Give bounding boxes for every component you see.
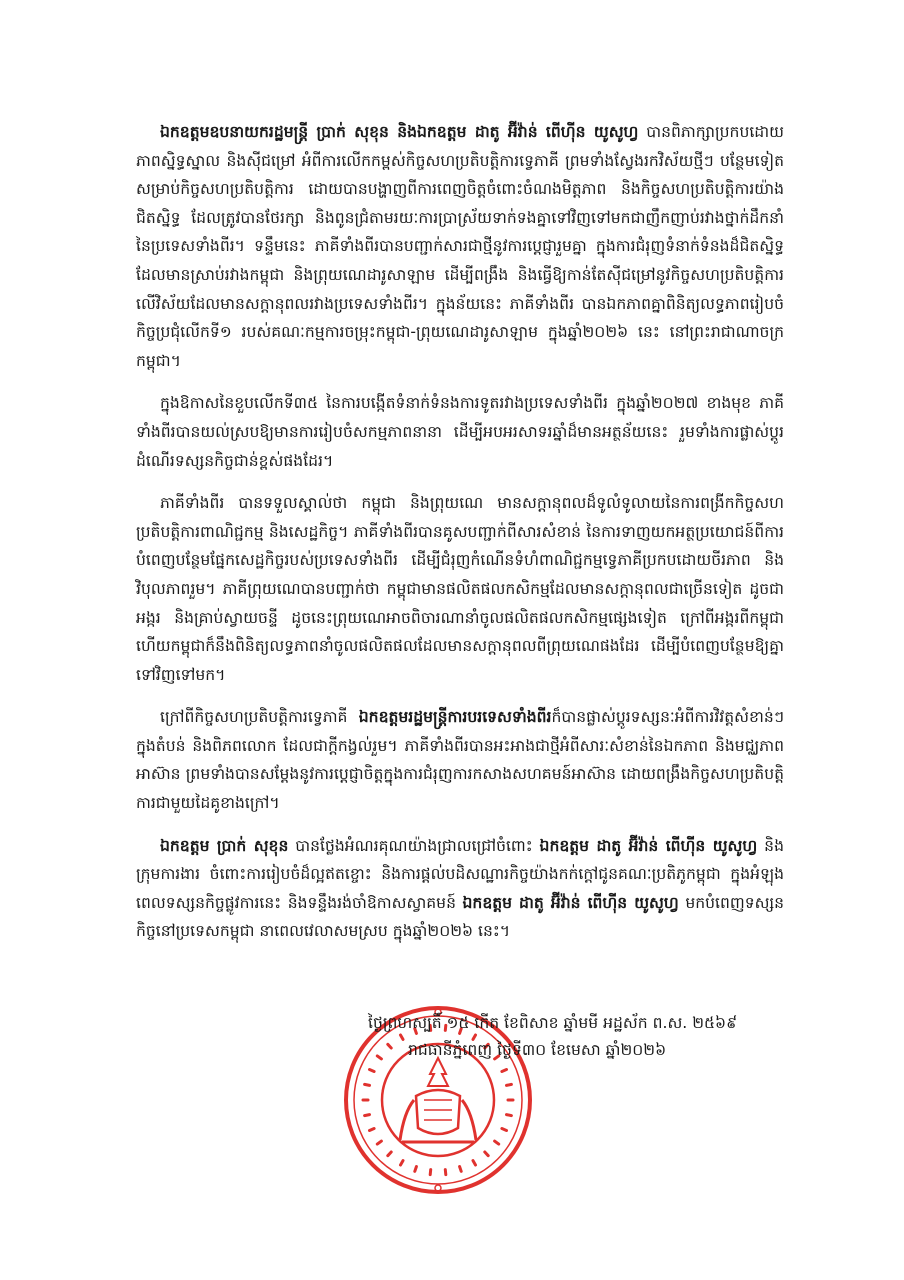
paragraph-segment: ឯកឧត្តមឧបនាយករដ្ឋមន្ត្រី ប្រាក់ សុខុន និងឯកឧត្តម ដាតូ អ៊ីវ៉ាន់ ពើហ៊ីន យូសូហ្វ bbox=[160, 123, 639, 141]
date-block bbox=[368, 1010, 788, 1064]
paragraph-segment: បានថ្លែងអំណរគុណយ៉ាងជ្រាលជ្រៅចំពោះ bbox=[288, 836, 540, 855]
paragraph-segment: និងក្រុមការងារ ចំពោះការរៀបចំដ៏ល្អឥតខ្ចោះ និងការផ្តល់បដិសណ្ឋារកិច្ចយ៉ាងកក់ក្តៅជូនគណៈប្រតិភូកម្ពុជា ក្នុងអំឡុងពេលទស្សនកិច្ចផ្លូវការនេះ និងទន្ទឹងរង់ចាំឱកាសស្វាគមន៍ bbox=[136, 836, 784, 912]
paragraph-2 bbox=[136, 389, 784, 475]
paragraph-segment: មកបំពេញទស្សនកិច្ចនៅប្រទេសកម្ពុជា នាពេលវេលាសមស្រប ក្នុងឆ្នាំ២០២៦ នេះ។ bbox=[136, 893, 784, 941]
paragraph-segment: ឯកឧត្តម ប្រាក់ សុខុន bbox=[160, 836, 289, 855]
paragraph-segment: ឯកឧត្តម ដាតូ អ៊ីវ៉ាន់ ពើហ៊ីន យូសូហ្វ bbox=[462, 893, 679, 912]
paragraph-4 bbox=[136, 703, 784, 817]
paragraph-segment: ក្នុងឱកាសនៃខួបលើកទី៣៥ នៃការបង្កើតទំនាក់ទំនងការទូតរវាងប្រទេសទាំងពីរ ក្នុងឆ្នាំ២០២៧ ខាងមុខ ភាគីទាំងពីរបានយល់ស្របឱ្យមានការរៀបចំសកម្មភាពនានា ដើម្បីអបអរសាទរឆ្នាំដ៏មានអត្ថន័យនេះ រួមទាំងការផ្លាស់ប្តូរដំណើរទស្សនកិច្ចជាន់ខ្ពស់ផងដែរ។ bbox=[136, 394, 784, 470]
paragraph-segment: ឯកឧត្តម ដាតូ អ៊ីវ៉ាន់ ពើហ៊ីន យូសូហ្វ bbox=[539, 836, 758, 855]
paragraph-segment: បានពិភាក្សាប្រកបដោយភាពស្និទ្ធស្នាល និងស៊ីជម្រៅ អំពីការលើកកម្ពស់កិច្ចសហប្រតិបត្តិការទ្វេភាគី ព្រមទាំងស្វែងរកវិស័យថ្មីៗ បន្ថែមទៀតសម្រាប់កិច្ចសហប្រតិបត្តិការ ដោយបានបង្ហាញពីការពេញចិត្តចំពោះចំណងមិត្តភាព និងកិច្ចសហប្រតិបត្តិការយ៉ាងជិតស្និទ្ធ ដែលត្រូវបានថែរក្សា និងពូនជ្រំតាមរយៈការប្រាស្រ័យទាក់ទងគ្នាទៅវិញទៅមកជាញឹកញាប់រវាងថ្នាក់ដឹកនាំនៃប្រទេសទាំងពីរ។ ទន្ទឹមនេះ ភាគីទាំងពីរបានបញ្ជាក់សារជាថ្មីនូវការប្តេជ្ញារួមគ្នា ក្នុងការជំរុញទំនាក់ទំនងដ៏ជិតស្និទ្ធដែលមានស្រាប់រវាងកម្ពុជា និងព្រុយណេដារូសាឡាម ដើម្បីពង្រឹង និងធ្វើឱ្យកាន់តែស៊ីជម្រៅនូវកិច្ចសហប្រតិបត្តិការ លើវិស័យដែលមានសក្តានុពលរវាងប្រទេសទាំងពីរ។ ក្នុងន័យនេះ ភាគីទាំងពីរ បានឯកភាពគ្នាពិនិត្យលទ្ធភាពរៀបចំកិច្ចប្រជុំលើកទី១ របស់គណៈកម្មការចម្រុះកម្ពុជា-ព្រុយណេដារូសាឡាម ក្នុងឆ្នាំ២០២៦ នេះ នៅព្រះរាជាណាចក្រកម្ពុជា។ bbox=[136, 123, 784, 370]
paragraph-segment: ក៏បានផ្លាស់ប្តូរទស្សនៈអំពីការវិវត្តសំខាន់ៗ ក្នុងតំបន់ និងពិភពលោក ដែលជាក្តីកង្វល់រួម។ ភាគីទាំងពីរបានអះអាងជាថ្មីអំពីសារៈសំខាន់នៃឯកភាព និងមជ្ឈភាពអាស៊ាន ព្រមទាំងបានសម្តែងនូវការប្តេជ្ញាចិត្តក្នុងការជំរុញការកសាងសហគមន៍អាស៊ាន ដោយពង្រឹងកិច្ចសហប្រតិបត្តិការជាមួយដៃគូខាងក្រៅ។ bbox=[136, 708, 784, 813]
paragraph-3 bbox=[136, 489, 784, 689]
paragraph-segment: ភាគីទាំងពីរ បានទទួលស្គាល់ថា កម្ពុជា និងព្រុយណេ មានសក្តានុពលដ៏ទូលំទូលាយនៃការពង្រីកកិច្ចសហប្រតិបត្តិការពាណិជ្ជកម្ម និងសេដ្ឋកិច្ច។ ភាគីទាំងពីរបានគូសបញ្ជាក់ពីសារសំខាន់ នៃការទាញយកអត្ថប្រយោជន៍ពីការបំពេញបន្ថែមផ្នែកសេដ្ឋកិច្ចរបស់ប្រទេសទាំងពីរ ដើម្បីជំរុញកំណើនទំហំពាណិជ្ជកម្មទ្វេភាគីប្រកបដោយចីរភាព និងវិបុលភាពរួម។ ភាគីព្រុយណេបានបញ្ជាក់ថា កម្ពុជាមានផលិតផលកសិកម្មដែលមានសក្តានុពលជាច្រើនទៀត ដូចជា អង្ករ និងគ្រាប់ស្វាយចន្ទី ដូចនេះព្រុយណេអាចពិចារណានាំចូលផលិតផលកសិកម្មផ្សេងទៀត ក្រៅពីអង្ករពីកម្ពុជា ហើយកម្ពុជាក៏នឹងពិនិត្យលទ្ធភាពនាំចូលផលិតផលដែលមានសក្តានុពលពីព្រុយណេផងដែរ ដើម្បីបំពេញបន្ថែមឱ្យគ្នាទៅវិញទៅមក។ bbox=[136, 494, 784, 684]
paragraph-segment: ក្រៅពីកិច្ចសហប្រតិបត្តិការទ្វេភាគី bbox=[160, 708, 359, 727]
date-lunar: ថ្ងៃព្រហស្បតិ៍ ១៥ កើត ខែពិសាខ ឆ្នាំមមី អដ្ឋស័ក ព.ស. ២៥៦៩ bbox=[368, 1014, 738, 1032]
letter-body bbox=[136, 118, 784, 960]
paragraph-5 bbox=[136, 832, 784, 946]
date-solar: រាជធានីភ្នំពេញ ថ្ងៃទី៣០ ខែមេសា ឆ្នាំ២០២៦ bbox=[408, 1041, 667, 1059]
paragraph-segment: ឯកឧត្តមរដ្ឋមន្ត្រីការបរទេសទាំងពីរ bbox=[358, 708, 552, 727]
paragraph-1 bbox=[136, 118, 784, 375]
